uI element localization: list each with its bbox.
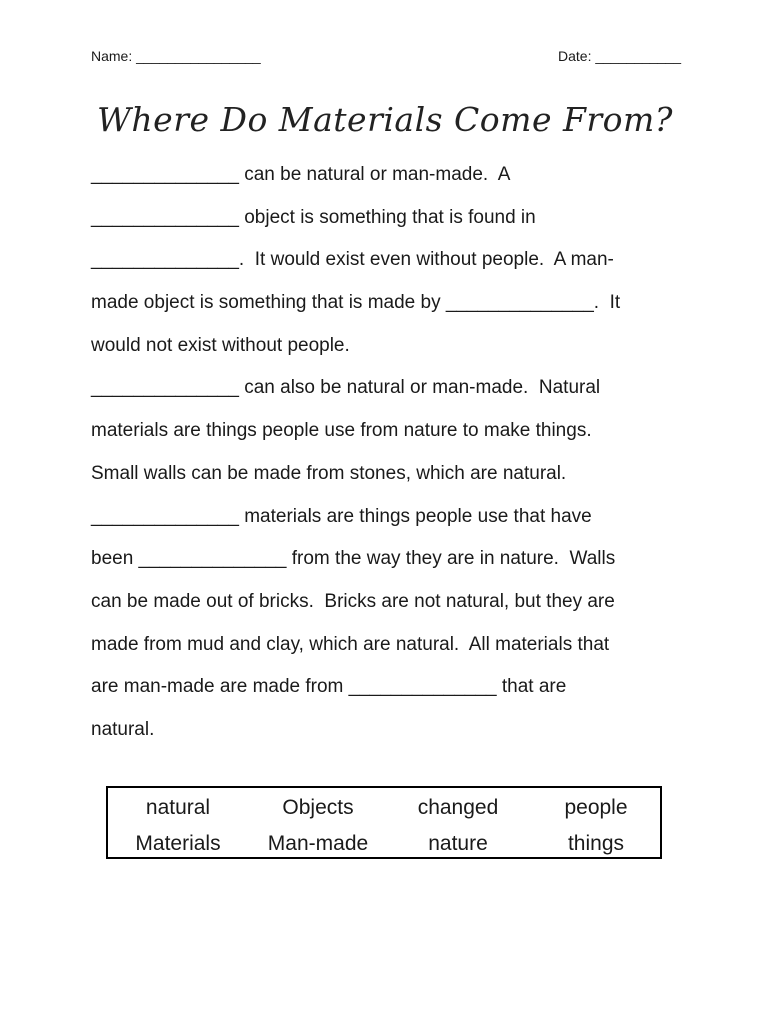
- word-bank-word: Man-made: [267, 832, 369, 855]
- passage-line: can be made out of bricks. Bricks are not natural, but they are: [91, 590, 615, 612]
- passage-line: made from mud and clay, which are natural. All materials that: [91, 633, 610, 655]
- passage-line: been ______________ from the way they are in nature. Walls: [91, 548, 616, 570]
- passage-line: materials are things people use from nature to make things.: [91, 420, 592, 442]
- word-bank-word: nature: [428, 832, 488, 855]
- word-bank-word: changed: [417, 796, 499, 819]
- name-field[interactable]: Name: ________________: [91, 48, 261, 64]
- passage-line: ______________. It would exist even without people. A man-: [91, 249, 614, 271]
- passage-line: ______________ materials are things people use that have: [91, 505, 592, 527]
- passage-line: natural.: [91, 718, 155, 740]
- passage-line: ______________ can be natural or man-made. A: [91, 164, 511, 185]
- passage-line: made object is something that is made by ______________. It: [91, 292, 621, 314]
- passage-line: ______________ can also be natural or man-made. Natural: [91, 377, 601, 399]
- word-bank-word: Objects: [282, 796, 354, 819]
- passage-line: are man-made are made from ______________ that are: [91, 676, 567, 698]
- word-bank-word: Materials: [135, 832, 221, 855]
- page-title: Where Do Materials Come From?: [97, 100, 673, 139]
- passage: [91, 160, 691, 758]
- word-bank-word: natural: [145, 796, 211, 819]
- word-bank-word: people: [564, 796, 628, 819]
- passage-line: Small walls can be made from stones, which are natural.: [91, 462, 567, 484]
- header-row: [91, 48, 681, 68]
- passage-line: ______________ object is something that is found in: [91, 206, 536, 228]
- passage-line: would not exist without people.: [91, 334, 350, 356]
- word-bank-word: things: [567, 832, 625, 855]
- date-field[interactable]: Date: ___________: [558, 48, 681, 64]
- word-bank: [106, 786, 662, 859]
